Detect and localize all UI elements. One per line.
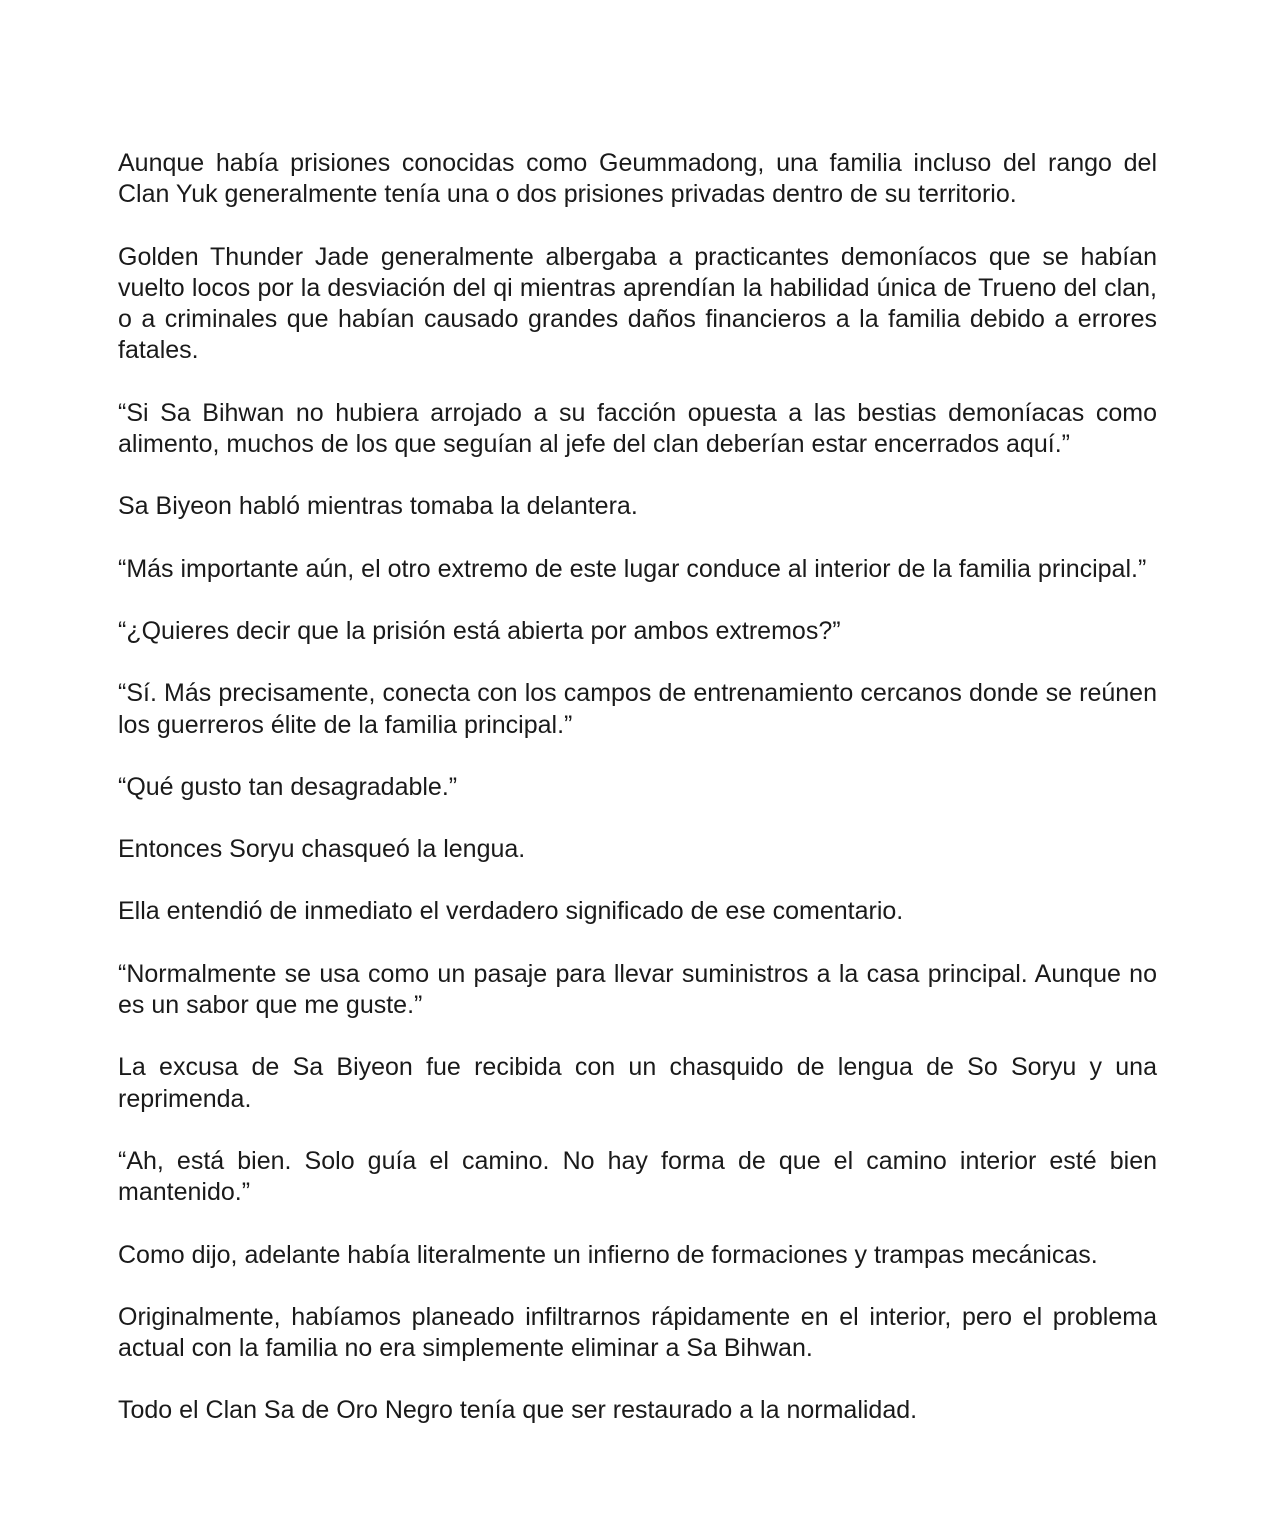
paragraph: La excusa de Sa Biyeon fue recibida con un chasquido de lengua de So Soryu y una reprimenda. xyxy=(118,1053,1157,1113)
paragraph: “Sí. Más precisamente, conecta con los campos de entrenamiento cercanos donde se reúnen los guerreros élite de la familia principal.” xyxy=(118,679,1157,739)
paragraph: Originalmente, habíamos planeado infiltrarnos rápidamente en el interior, pero el problema actual con la familia no era simplemente eliminar a Sa Bihwan. xyxy=(118,1302,1157,1363)
document-page xyxy=(118,148,1157,1458)
paragraph: “Normalmente se usa como un pasaje para llevar suministros a la casa principal. Aunque no es un sabor que me guste.” xyxy=(118,959,1157,1020)
paragraph: Aunque había prisiones conocidas como Geummadong, una familia incluso del rango del Clan Yuk generalmente tenía una o dos prisiones privadas dentro de su territorio. xyxy=(118,149,1157,209)
paragraph: Como dijo, adelante había literalmente un infierno de formaciones y trampas mecánicas. xyxy=(118,1240,1098,1269)
paragraph: Golden Thunder Jade generalmente albergaba a practicantes demoníacos que se habían vuelto locos por la desviación del qi mientras aprendían la habilidad única de Trueno del clan, o a criminales que habían causado grandes daños financieros a la familia debido a errores fatales. xyxy=(118,242,1157,365)
paragraph: “Si Sa Bihwan no hubiera arrojado a su facción opuesta a las bestias demoníacas como alimento, muchos de los que seguían al jefe del clan deberían estar encerrados aquí.” xyxy=(118,398,1157,459)
paragraph: Sa Biyeon habló mientras tomaba la delantera. xyxy=(118,492,638,521)
paragraph: “¿Quieres decir que la prisión está abierta por ambos extremos?” xyxy=(118,616,841,645)
paragraph: Ella entendió de inmediato el verdadero significado de ese comentario. xyxy=(118,897,904,926)
paragraph: “Más importante aún, el otro extremo de este lugar conduce al interior de la familia principal.” xyxy=(118,554,1147,583)
paragraph: Todo el Clan Sa de Oro Negro tenía que ser restaurado a la normalidad. xyxy=(118,1396,918,1425)
paragraph: Entonces Soryu chasqueó la lengua. xyxy=(118,835,526,864)
paragraph: “Qué gusto tan desagradable.” xyxy=(118,772,458,801)
paragraph: “Ah, está bien. Solo guía el camino. No hay forma de que el camino interior esté bien mantenido.” xyxy=(118,1146,1157,1207)
